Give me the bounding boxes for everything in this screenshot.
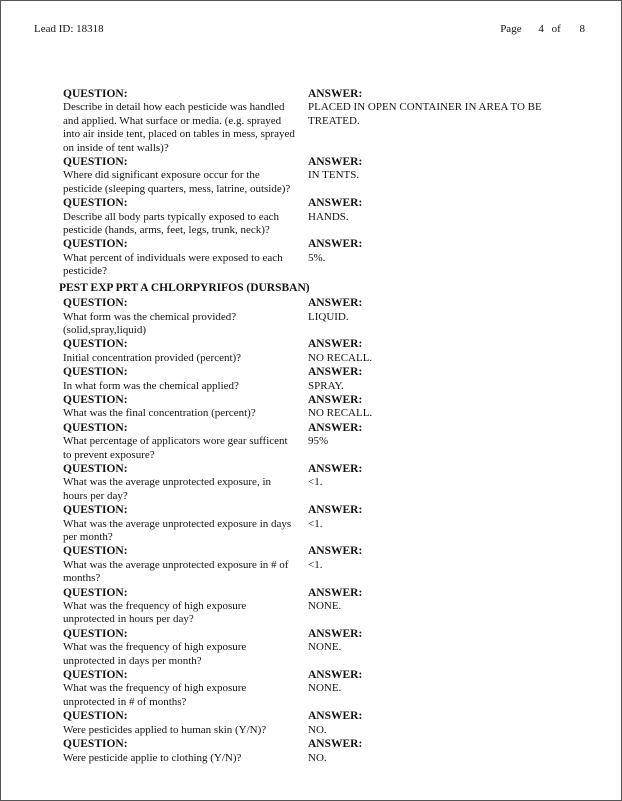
answer-text: NO RECALL. <box>308 407 373 420</box>
qa-row <box>59 545 591 585</box>
answer-column <box>308 710 560 737</box>
question-label: QUESTION: <box>63 421 128 434</box>
question-label: QUESTION: <box>63 586 128 599</box>
qa-row <box>59 366 591 393</box>
question-column <box>59 297 308 337</box>
answer-text: <1. <box>308 476 323 489</box>
answer-column <box>308 297 560 337</box>
answer-column <box>308 738 560 765</box>
answer-text: SPRAY. <box>308 379 344 392</box>
answer-text: NONE. <box>308 600 342 613</box>
answer-label: ANSWER: <box>308 297 363 310</box>
qa-row <box>59 197 591 237</box>
qa-row <box>59 669 591 709</box>
of-word: of <box>551 23 561 35</box>
question-column <box>59 738 308 765</box>
question-label: QUESTION: <box>63 197 128 210</box>
question-text: Initial concentration provided (percent)? <box>63 351 242 364</box>
lead-id-label: Lead ID: 18318 <box>34 23 104 35</box>
qa-row <box>59 238 591 278</box>
answer-text: NONE. <box>308 641 342 654</box>
answer-text: NO. <box>308 751 327 764</box>
answer-column <box>308 394 560 421</box>
question-text: What was the average unprotected exposure in # of months? <box>63 558 289 585</box>
question-column <box>59 156 308 196</box>
page-total: 8 <box>579 23 585 35</box>
answer-column <box>308 88 560 155</box>
answer-label: ANSWER: <box>308 462 363 475</box>
qa-row <box>59 628 591 668</box>
answer-column <box>308 587 560 627</box>
question-column <box>59 422 308 462</box>
qa-row <box>59 738 591 765</box>
answer-text: <1. <box>308 517 323 530</box>
question-column <box>59 463 308 503</box>
page-header <box>34 23 585 36</box>
question-column <box>59 710 308 737</box>
answer-label: ANSWER: <box>308 669 363 682</box>
question-text: What was the average unprotected exposure in days per month? <box>63 517 292 543</box>
answer-text: IN TENTS. <box>308 169 360 182</box>
answer-label: ANSWER: <box>308 710 363 723</box>
qa-row <box>59 297 591 337</box>
question-label: QUESTION: <box>63 297 128 310</box>
answer-label: ANSWER: <box>308 238 363 251</box>
question-column <box>59 338 308 365</box>
question-text: What percent of individuals were exposed to each pesticide? <box>63 251 283 278</box>
question-label: QUESTION: <box>63 366 128 379</box>
answer-text: <1. <box>308 558 323 571</box>
answer-label: ANSWER: <box>308 197 363 210</box>
answer-label: ANSWER: <box>308 504 363 517</box>
answer-column <box>308 463 560 503</box>
question-column <box>59 366 308 393</box>
answer-label: ANSWER: <box>308 738 363 751</box>
answer-label: ANSWER: <box>308 586 363 599</box>
answer-label: ANSWER: <box>308 366 363 379</box>
answer-label: ANSWER: <box>308 421 363 434</box>
answer-text: NO RECALL. <box>308 351 373 364</box>
answer-column <box>308 545 560 585</box>
question-text: What was the average unprotected exposure, in hours per day? <box>63 476 271 502</box>
question-column <box>59 587 308 627</box>
section-header: PEST EXP PRT A CHLORPYRIFOS (DURSBAN) <box>59 281 310 294</box>
answer-column <box>308 669 560 709</box>
answer-label: ANSWER: <box>308 88 363 100</box>
question-column <box>59 628 308 668</box>
qa-row <box>59 88 591 155</box>
question-label: QUESTION: <box>63 88 128 100</box>
answer-text: HANDS. <box>308 210 349 223</box>
qa-list <box>59 88 591 766</box>
question-column <box>59 669 308 709</box>
question-text: Describe in detail how each pesticide was handled and applied. What surface or media. (e.g. sprayed into air inside tent, placed on tables in mess, sprayed on inside of tent walls)? <box>63 101 295 154</box>
question-label: QUESTION: <box>63 710 128 723</box>
answer-column <box>308 156 560 196</box>
answer-label: ANSWER: <box>308 156 363 169</box>
question-label: QUESTION: <box>63 738 128 751</box>
qa-row <box>59 504 591 544</box>
page-number: 4 <box>538 23 544 35</box>
page-word: Page <box>500 23 522 35</box>
qa-row <box>59 338 591 365</box>
answer-label: ANSWER: <box>308 338 363 351</box>
question-text: What form was the chemical provided?(solid,spray,liquid) <box>63 310 237 336</box>
answer-text: PLACED IN OPEN CONTAINER IN AREA TO BE TREATED. <box>308 101 542 127</box>
question-text: In what form was the chemical applied? <box>63 379 239 392</box>
question-text: What was the final concentration (percent)? <box>63 407 256 420</box>
question-text: Where did significant exposure occur for the pesticide (sleeping quarters, mess, latrine, outside)? <box>63 169 291 195</box>
answer-column <box>308 422 560 462</box>
question-column <box>59 545 308 585</box>
qa-row <box>59 710 591 737</box>
answer-column <box>308 366 560 393</box>
question-label: QUESTION: <box>63 156 128 169</box>
qa-row <box>59 463 591 503</box>
answer-text: NO. <box>308 723 327 736</box>
answer-text: NONE. <box>308 682 342 695</box>
answer-column <box>308 628 560 668</box>
question-label: QUESTION: <box>63 462 128 475</box>
answer-column <box>308 238 560 278</box>
answer-label: ANSWER: <box>308 627 363 640</box>
page-indicator <box>500 23 585 36</box>
answer-column <box>308 338 560 365</box>
question-column <box>59 197 308 237</box>
qa-row <box>59 394 591 421</box>
question-label: QUESTION: <box>63 238 128 251</box>
answer-column <box>308 197 560 237</box>
question-label: QUESTION: <box>63 545 128 558</box>
question-text: What percentage of applicators wore gear sufficent to prevent exposure? <box>63 435 288 461</box>
answer-text: 95% <box>308 435 329 448</box>
question-text: What was the frequency of high exposure unprotected in days per month? <box>63 641 247 667</box>
question-text: What was the frequency of high exposure unprotected in # of months? <box>63 682 247 708</box>
question-label: QUESTION: <box>63 504 128 517</box>
question-text: Were pesticide applie to clothing (Y/N)? <box>63 751 242 764</box>
qa-row <box>59 587 591 627</box>
question-text: Describe all body parts typically exposed to each pesticide (hands, arms, feet, legs, trunk, neck)? <box>63 210 279 237</box>
answer-label: ANSWER: <box>308 545 363 558</box>
qa-row <box>59 156 591 196</box>
question-label: QUESTION: <box>63 338 128 351</box>
question-column <box>59 238 308 278</box>
question-column <box>59 504 308 544</box>
question-column <box>59 394 308 421</box>
answer-text: LIQUID. <box>308 310 349 323</box>
question-text: What was the frequency of high exposure unprotected in hours per day? <box>63 600 247 626</box>
question-label: QUESTION: <box>63 669 128 682</box>
question-column <box>59 88 308 155</box>
question-label: QUESTION: <box>63 393 128 406</box>
question-label: QUESTION: <box>63 627 128 640</box>
answer-column <box>308 504 560 544</box>
answer-label: ANSWER: <box>308 393 363 406</box>
question-text: Were pesticides applied to human skin (Y/N)? <box>63 723 267 736</box>
qa-row <box>59 422 591 462</box>
answer-text: 5%. <box>308 251 326 264</box>
